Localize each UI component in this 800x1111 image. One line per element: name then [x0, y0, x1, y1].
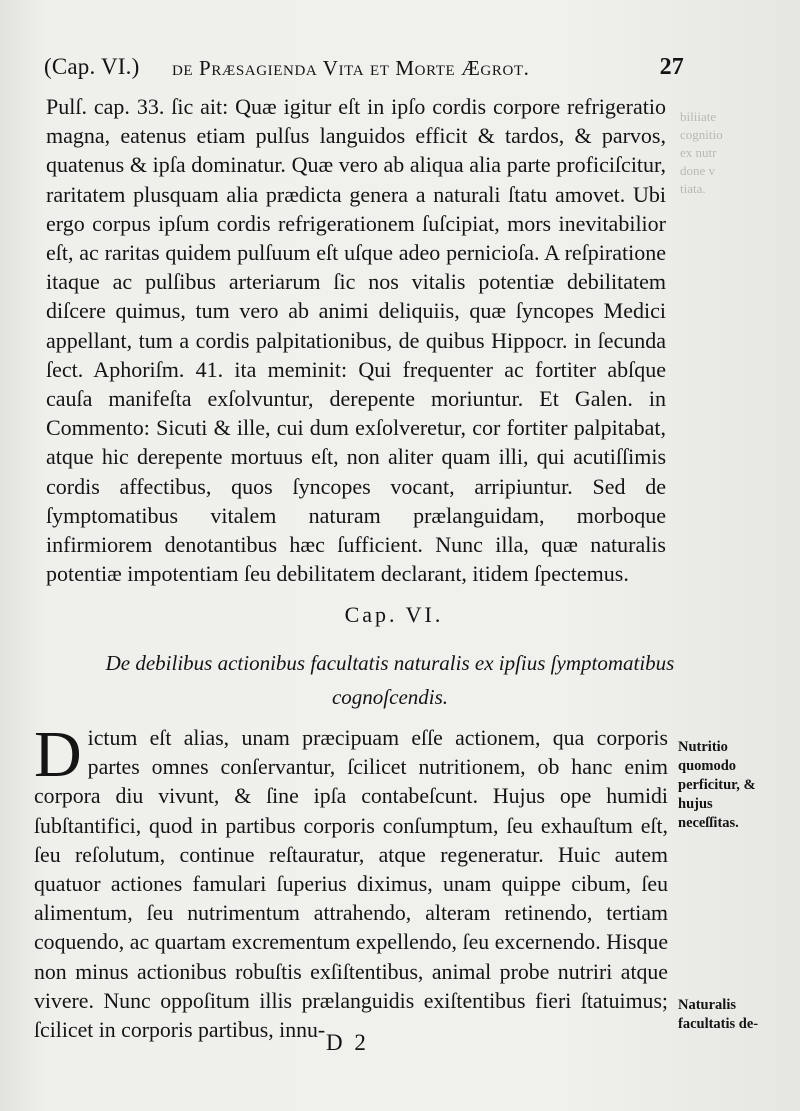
body-text-top	[46, 92, 666, 588]
margin-note-naturalis: Naturalis facultatis de-	[678, 997, 759, 1032]
paragraph-1: Pulſ. cap. 33. ſic ait: Quæ igitur eſt in ipſo cordis corpore refrigeratio magna, eatenus etiam pulſus languidos efficit & tardos, & parvos, quatenus & ipſa dominatur. Quæ vero ab aliqua alia parte proficiſcitur, raritatem plusquam alia prædicta genera a naturali ſtatu amovet. Ubi ergo corpus ipſum cordis refrigerationem ſuſcipiat, mors inevitabilior eſt, ac raritas quidem pulſuum eſt uſque adeo pernicioſa. A reſpiratione itaque ac pulſibus arteriarum ſic nos vitalis potentiæ debilitatem diſcere quimus, tum vero ab animi deliquiis, quæ ſyncopes Medici appellant, tum a cordis palpitationibus, de quibus Hippocr. in ſecunda ſect. Aphoriſm. 41. ita meminit: Qui frequenter ac fortiter abſque cauſa manifeſta exſolvuntur, derepente moriuntur. Et Galen. in Commento: Sicuti & ille, cui dum exſolveretur, cor fortiter palpitabat, atque hic derepente mortuus eſt, non aliter quam illi, qui acutiſſimis cordis affectibus, quos ſyncopes vocant, arripiuntur. Sed de ſymptomatibus vitalem naturam prælanguidam, morboque infirmiorem denotantibus hæc ſufficient. Nunc illa, quæ naturalis potentiæ impotentiam ſeu debilitatem declarant, itidem ſpectemus.	[46, 94, 666, 587]
margin-note-nutritio: Nutritio quomodo perficitur, & hujus neceſſitas.	[678, 739, 756, 831]
drop-cap: D	[34, 718, 82, 791]
bleed-through-text: biliiate cognitio ex nutr done v tiata.	[680, 109, 723, 196]
signature-mark: D 2	[326, 1030, 369, 1055]
body-text-bottom	[34, 718, 668, 1045]
chapter-subtitle: De debilibus actionibus facultatis naturalis ex ipſius ſymptomatibus cognoſcendis.	[105, 651, 675, 709]
running-header	[44, 54, 684, 88]
chapter-heading	[0, 602, 800, 628]
header-title: de Præsagienda Vita et Morte Ægrot.	[172, 56, 530, 80]
page-number: 27	[659, 54, 684, 80]
header-chapter: (Cap. VI.)	[44, 54, 140, 79]
paragraph-2: ictum eſt alias, unam præcipuam eſſe actionem, qua corporis partes omnes conſervantur, ſcilicet nutritionem, ob hanc enim corpora diu vivunt, & ſine ipſa contabeſcunt. Hujus ope humidi ſubſtantifici, quod in partibus corporis conſumptum, ſeu exhauſtum eſt, ſeu reſolutum, continue reſtauratur, atque regeneratur. Huic autem quatuor actiones famulari ſuperius diximus, unam quippe cibum, ſeu alimentum, ſeu nutrimentum attrahendo, alteram retinendo, tertiam coquendo, ac quartam excrementum expellendo, ſeu excernendo. Hisque non minus actionibus robuſtis exſiſtentibus, animal probe nutriri atque vivere. Nunc oppoſitum illis prælanguidis exiſtentibus fieri ſtatuimus; ſcilicet in corporis partibus, innu-	[34, 726, 668, 1043]
chapter-heading-text: Cap. VI.	[344, 602, 444, 627]
